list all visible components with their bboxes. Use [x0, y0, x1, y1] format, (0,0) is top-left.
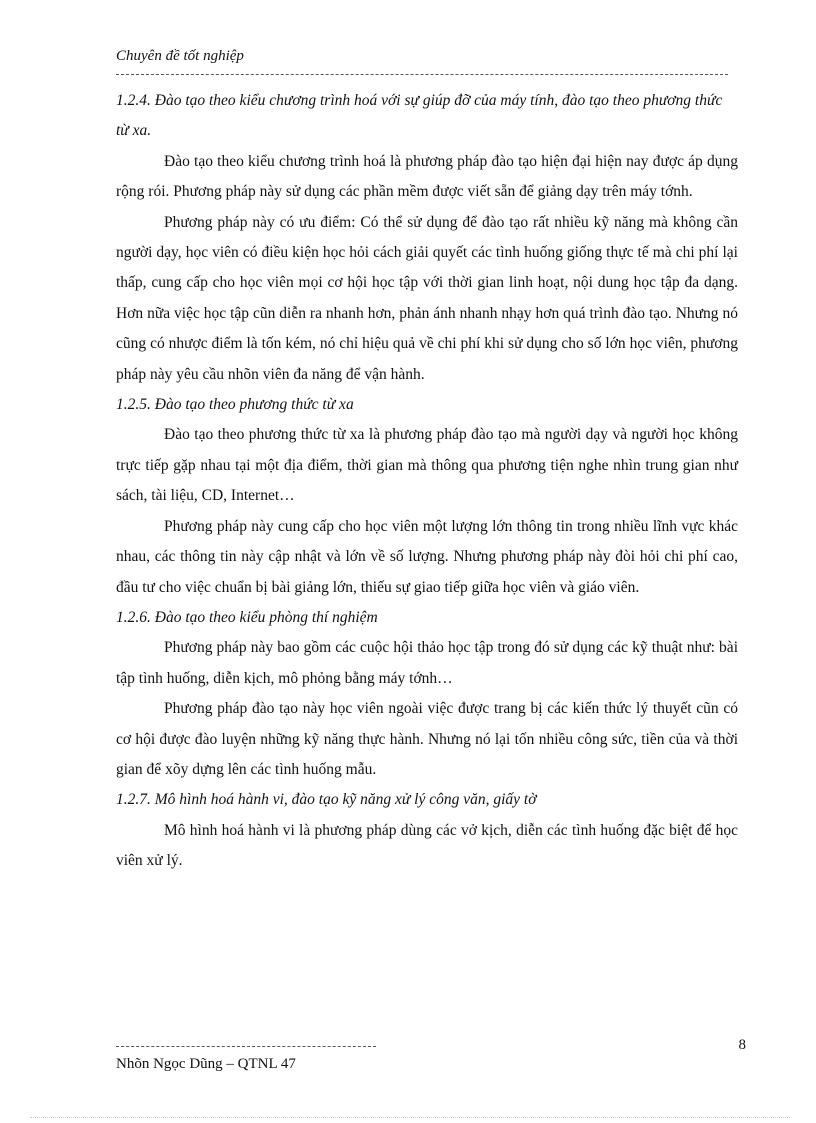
header-divider	[116, 74, 728, 75]
paragraph: Phương pháp này có ưu điểm: Có thể sử dụng để đào tạo rất nhiều kỹ năng mà không cần người dạy, học viên có điều kiện học hỏi cách giải quyết các tình huống giống thực tế mà chi phí lại thấp, cung cấp cho học viên mọi cơ hội học tập với thời gian linh hoạt, nội dung học tập đa dạng. Hơn nữa việc học tập cũn diễn ra nhanh hơn, phản ánh nhanh nhạy hơn quá trình đào tạo. Nhưng nó cũng có nhược điểm là tốn kém, nó chỉ hiệu quả về chi phí khi sử dụng cho số lớn học viên, phương pháp này yêu cầu nhõn viên đa năng để vận hành.	[116, 213, 738, 383]
page-bottom-edge	[30, 1117, 790, 1118]
paragraph: Đào tạo theo kiểu chương trình hoá là phương pháp đào tạo hiện đại hiện nay được áp dụng rộng rói. Phương pháp này sử dụng các phần mềm được viết sẵn để giảng dạy trên máy tớnh.	[116, 152, 738, 201]
paragraph: Mô hình hoá hành vi là phương pháp dùng các vở kịch, diễn các tình huống đặc biệt để học viên xử lý.	[116, 821, 738, 870]
footer-divider	[116, 1046, 376, 1047]
paragraph: Phương pháp này cung cấp cho học viên một lượng lớn thông tin trong nhiều lĩnh vực khác nhau, các thông tin này cập nhật và lớn về số lượng. Nhưng phương pháp này đòi hỏi chi phí cao, đầu tư cho việc chuẩn bị bài giảng lớn, thiếu sự giao tiếp giữa học viên và giáo viên.	[116, 517, 738, 596]
section-heading: 1.2.7. Mô hình hoá hành vi, đào tạo kỹ năng xử lý công văn, giấy tờ	[116, 791, 537, 809]
section-heading: 1.2.5. Đào tạo theo phương thức từ xa	[116, 396, 354, 414]
footer-author: Nhõn Ngọc Dũng – QTNL 47	[116, 1056, 296, 1072]
paragraph: Đào tạo theo phương thức từ xa là phương pháp đào tạo mà người dạy và người học không trực tiếp gặp nhau tại một địa điểm, thời gian mà thông qua phương tiện nghe nhìn trung gian như sách, tài liệu, CD, Internet…	[116, 426, 738, 505]
section-heading: 1.2.4. Đào tạo theo kiểu chương trình hoá với sự giúp đỡ của máy tính, đào tạo theo phương thức từ xa.	[116, 92, 723, 140]
page-number: 8	[738, 1037, 746, 1053]
section-heading: 1.2.6. Đào tạo theo kiểu phòng thí nghiệm	[116, 608, 378, 626]
paragraph: Phương pháp này bao gồm các cuộc hội thảo học tập trong đó sử dụng các kỹ thuật như: bài tập tình huống, diễn kịch, mô phỏng bằng máy tớnh…	[116, 639, 738, 687]
document-body	[116, 86, 738, 877]
paragraph: Phương pháp đào tạo này học viên ngoài việc được trang bị các kiến thức lý thuyết cũn có cơ hội được đào luyện những kỹ năng thực hành. Nhưng nó lại tốn nhiều công sức, tiền của và thời gian để xõy dựng lên các tình huống mẫu.	[116, 700, 738, 778]
header-title: Chuyên đề tốt nghiệp	[116, 48, 244, 64]
